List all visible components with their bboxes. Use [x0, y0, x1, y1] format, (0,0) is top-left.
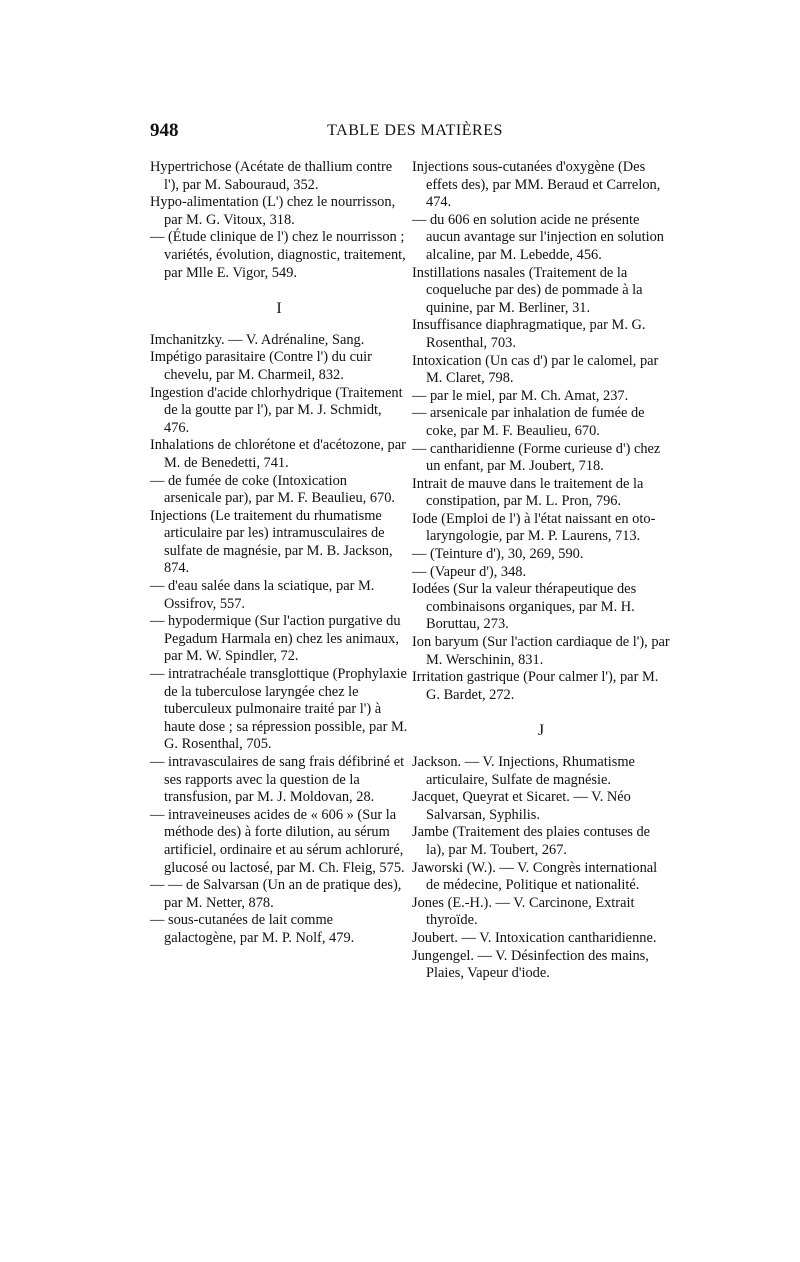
index-entry: Injections (Le traitement du rhumatisme articulaire par les) intramusculaires de sulfate de magnésie, par M. B. Jackson, 874. [150, 507, 393, 577]
index-entry: — (Teinture d'), 30, 269, 590. [412, 546, 584, 563]
index-entry: Hypertrichose (Acétate de thallium contre l'), par M. Sabouraud, 352. [150, 159, 393, 193]
index-entry: Joubert. — V. Intoxication cantharidienne. [412, 929, 657, 946]
index-entry: Iodées (Sur la valeur thérapeutique des combinaisons organiques, par M. H. Boruttau, 273. [412, 581, 637, 633]
index-entry: Jacquet, Queyrat et Sicaret. — V. Néo Salvarsan, Syphilis. [412, 789, 631, 823]
index-entry: Intrait de mauve dans le traitement de la constipation, par M. L. Pron, 796. [412, 475, 644, 510]
left-entries-after-I [150, 332, 408, 948]
left-column [150, 159, 408, 948]
index-entry: Impétigo parasitaire (Contre l') du cuir chevelu, par M. Charmeil, 832. [150, 349, 372, 383]
page-number: 948 [150, 120, 179, 141]
section-letter-I: I [276, 300, 282, 318]
right-entries-after-J [412, 754, 670, 983]
index-entry: Jungengel. — V. Désinfection des mains, Plaies, Vapeur d'iode. [412, 947, 649, 982]
section-letter-J: J [537, 722, 545, 740]
index-entry: Instillations nasales (Traitement de la coqueluche par des) de pommade à la quinine, par M. Berliner, 31. [412, 264, 643, 316]
index-entry: — — de Salvarsan (Un an de pratique des), par M. Netter, 878. [150, 877, 402, 911]
index-entry: Ingestion d'acide chlorhydrique (Traitement de la goutte par l'), par M. J. Schmidt, 476. [150, 384, 403, 436]
index-entry: — de fumée de coke (Intoxication arsenicale par), par M. F. Beaulieu, 670. [150, 472, 396, 507]
index-entry: Jaworski (W.). — V. Congrès international de médecine, Politique et nationalité. [412, 859, 658, 894]
left-entries-before-I [150, 159, 408, 282]
index-entry: Jackson. — V. Injections, Rhumatisme articulaire, Sulfate de magnésie. [412, 754, 635, 788]
right-entries-before-J [412, 159, 670, 704]
index-entry: — du 606 en solution acide ne présente aucun avantage sur l'injection en solution alcaline, par M. Lebedde, 456. [412, 211, 664, 263]
index-entry: Irritation gastrique (Pour calmer l'), par M. G. Bardet, 272. [412, 669, 659, 703]
right-column [412, 159, 670, 983]
index-entry: — intraveineuses acides de « 606 » (Sur la méthode des) à forte dilution, au sérum artificiel, ordinaire et au sérum achloruré, glucosé ou lactosé, par M. Ch. Fleig, 575. [150, 806, 405, 876]
index-entry: Injections sous-cutanées d'oxygène (Des effets des), par MM. Beraud et Carrelon, 474. [412, 159, 661, 211]
page-header [150, 120, 680, 142]
index-entry: Inhalations de chlorétone et d'acétozone, par M. de Benedetti, 741. [150, 437, 406, 471]
index-entry: — intravasculaires de sang frais défibriné et ses rapports avec la question de la transfusion, par M. J. Moldovan, 28. [150, 754, 405, 806]
index-entry: Insuffisance diaphragmatique, par M. G. Rosenthal, 703. [412, 317, 646, 351]
running-title: TABLE DES MATIÈRES [327, 122, 503, 139]
index-entry: — cantharidienne (Forme curieuse d') chez un enfant, par M. Joubert, 718. [412, 440, 661, 475]
index-entry: Ion baryum (Sur l'action cardiaque de l'), par M. Werschinin, 831. [412, 634, 670, 668]
index-entry: — arsenicale par inhalation de fumée de coke, par M. F. Beaulieu, 670. [412, 405, 645, 439]
index-entry: Intoxication (Un cas d') par le calomel, par M. Claret, 798. [412, 352, 659, 387]
index-entry: Jambe (Traitement des plaies contuses de la), par M. Toubert, 267. [412, 824, 651, 858]
index-entry: — hypodermique (Sur l'action purgative du Pegadum Harmala en) chez les animaux, par M. W. Spindler, 72. [150, 613, 401, 665]
index-entry: Imchanitzky. — V. Adrénaline, Sang. [150, 331, 365, 348]
index-entry: — par le miel, par M. Ch. Amat, 237. [412, 387, 629, 404]
index-entry: Hypo-alimentation (L') chez le nourrisson, par M. G. Vitoux, 318. [150, 194, 396, 228]
index-entry: Iode (Emploi de l') à l'état naissant en oto-laryngologie, par M. P. Laurens, 713. [412, 510, 656, 545]
index-entry: — intratrachéale transglottique (Prophylaxie de la tuberculose laryngée chez le tuberculeux pulmonaire traité par l') à haute dose ; sa répression possible, par M. G. Rosenthal, 705. [150, 666, 408, 753]
index-entry: — (Étude clinique de l') chez le nourrisson ; variétés, évolution, diagnostic, traitement, par Mlle E. Vigor, 549. [150, 229, 406, 281]
index-entry: — (Vapeur d'), 348. [412, 563, 527, 580]
index-entry: Jones (E.-H.). — V. Carcinone, Extrait thyroïde. [412, 894, 635, 929]
index-entry: — d'eau salée dans la sciatique, par M. Ossifrov, 557. [150, 578, 375, 612]
index-entry: — sous-cutanées de lait comme galactogène, par M. P. Nolf, 479. [150, 912, 355, 946]
